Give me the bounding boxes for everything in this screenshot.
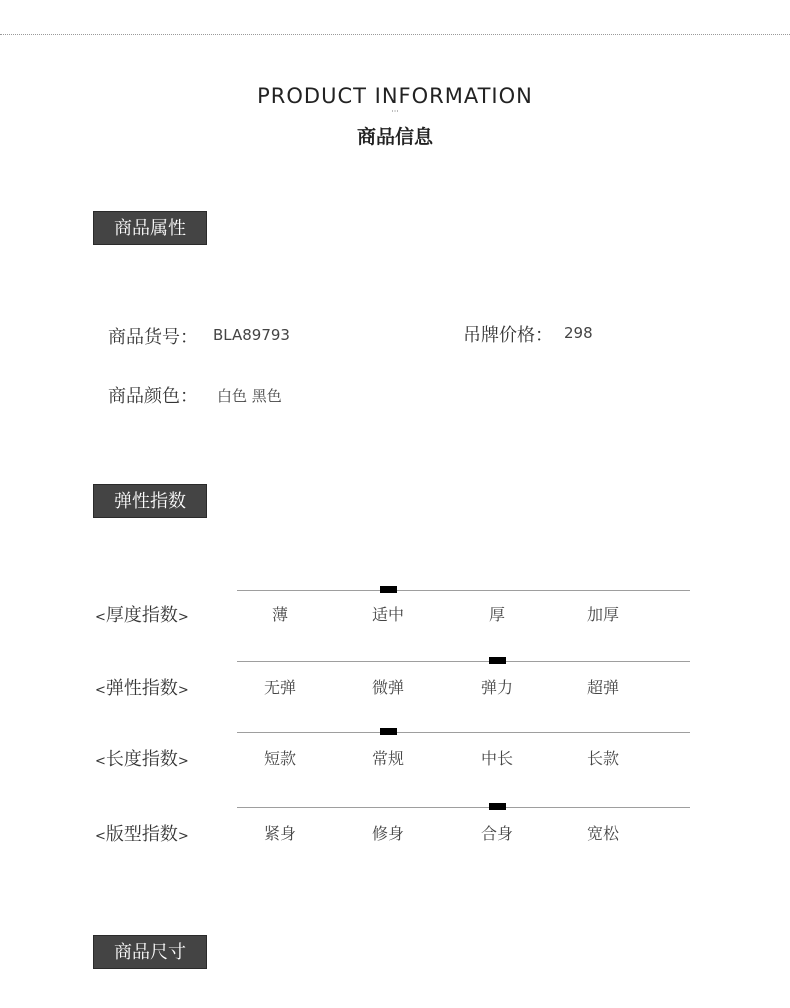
index-label-text: 长度指数 <box>105 749 178 770</box>
index-selected-marker <box>380 586 397 593</box>
index-selected-marker <box>489 803 506 810</box>
index-selected-marker <box>380 728 397 735</box>
index-label <box>95 820 189 846</box>
index-option: 厚 <box>488 605 505 624</box>
page-title-en: PRODUCT INFORMATION <box>257 84 533 108</box>
index-option: 微弹 <box>371 678 404 697</box>
top-dotted-divider <box>0 34 790 35</box>
index-option: 弹力 <box>480 678 513 697</box>
sku-label: 商品货号： <box>108 327 198 348</box>
index-scale-line <box>237 661 690 662</box>
section-tag-size: 商品尺寸 <box>93 935 207 969</box>
index-option: 适中 <box>371 605 404 624</box>
page-title-cn: 商品信息 <box>356 126 433 148</box>
section-tag-attributes: 商品属性 <box>93 211 207 245</box>
index-option: 加厚 <box>586 605 619 624</box>
index-scale-line <box>237 732 690 733</box>
index-option: 短款 <box>263 749 296 768</box>
index-option: 薄 <box>271 605 288 624</box>
index-option: 中长 <box>480 749 513 768</box>
index-option: 紧身 <box>263 824 296 843</box>
angle-left: < <box>95 610 106 625</box>
title-dots: ··· <box>391 107 399 116</box>
price-value: 298 <box>564 324 593 342</box>
color-label: 商品颜色： <box>108 386 198 407</box>
index-option: 常规 <box>371 749 404 768</box>
index-label-text: 厚度指数 <box>105 605 178 626</box>
index-option: 修身 <box>371 824 404 843</box>
index-label <box>95 601 189 627</box>
angle-left: < <box>95 683 106 698</box>
color-value: 白色 黑色 <box>217 387 282 405</box>
section-tag-indices: 弹性指数 <box>93 484 207 518</box>
angle-left: < <box>95 829 106 844</box>
angle-right: > <box>177 683 189 698</box>
sku-value: BLA89793 <box>213 326 290 344</box>
index-selected-marker <box>489 657 506 664</box>
angle-right: > <box>177 754 189 769</box>
index-label-text: 弹性指数 <box>105 678 178 699</box>
angle-left: < <box>95 754 106 769</box>
index-scale-line <box>237 807 690 808</box>
index-option: 长款 <box>586 749 619 768</box>
index-option: 宽松 <box>586 824 619 843</box>
index-option: 合身 <box>480 824 513 843</box>
price-label: 吊牌价格： <box>463 325 553 346</box>
index-label-text: 版型指数 <box>105 824 178 845</box>
angle-right: > <box>177 829 189 844</box>
index-option: 无弹 <box>263 678 296 697</box>
angle-right: > <box>177 610 189 625</box>
index-option: 超弹 <box>586 678 619 697</box>
index-scale-line <box>237 590 690 591</box>
index-label <box>95 674 189 700</box>
index-label <box>95 745 189 771</box>
